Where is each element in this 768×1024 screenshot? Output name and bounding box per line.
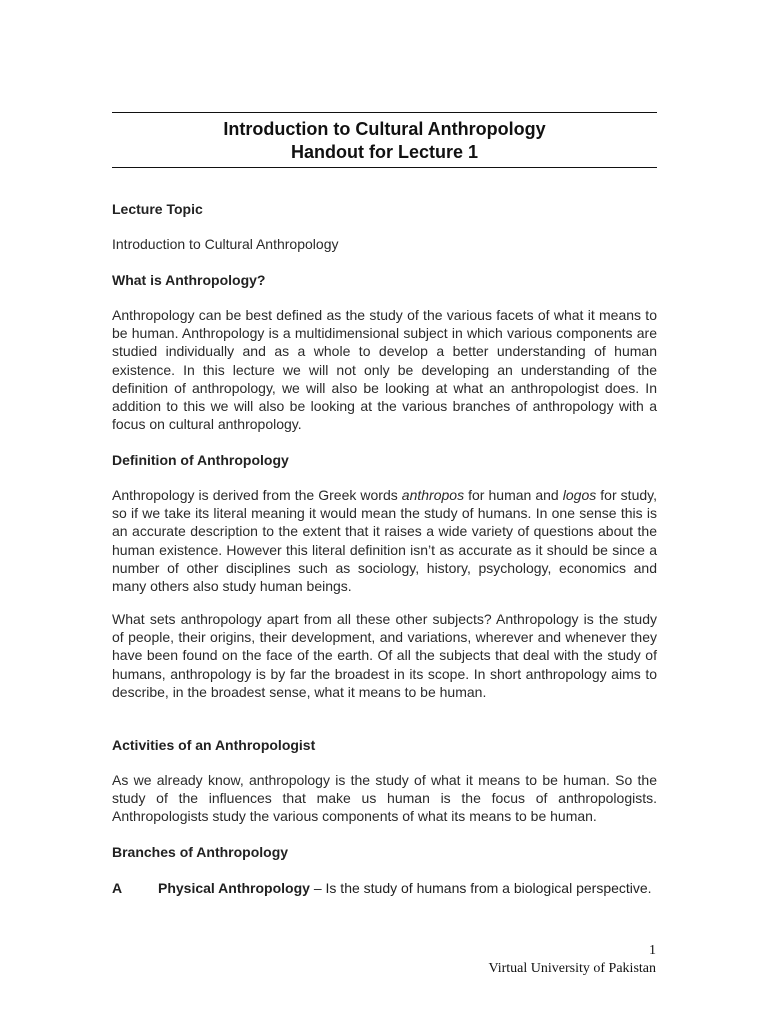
definition-paragraph xyxy=(112,486,657,595)
document-title: Introduction to Cultural Anthropology xyxy=(223,119,546,139)
lecture-topic-text: Introduction to Cultural Anthropology xyxy=(112,236,339,252)
list-body xyxy=(158,879,657,897)
document-page xyxy=(112,112,657,896)
branch-description: – Is the study of humans from a biological perspective. xyxy=(309,880,652,896)
apart-paragraph: What sets anthropology apart from all these other subjects? Anthropology is the study of people, their origins, their development, and variations, wherever and whenever they have been found on the face of the earth. Of all the subjects that deal with the study of humans, anthropology is by far the broadest in its scope. In short anthropology aims to describe, in the broadest sense, what it means to be human. xyxy=(112,611,657,700)
footer-institution: Virtual University of Pakistan xyxy=(488,961,656,976)
definition-term-logos: logos xyxy=(562,487,597,503)
page-number: 1 xyxy=(649,943,656,958)
title-block xyxy=(112,113,657,167)
definition-text-3: for study, so if we take its literal meaning it would mean the study of humans. In one sense this is an accurate description to the extent that it raises a wide variety of questions about the human existence. However this literal definition isn’t as accurate as it should be since a number of other disciplines such as sociology, history, psychology, economics and many others also study human beings. xyxy=(112,487,657,595)
what-is-anthropology-paragraph: Anthropology can be best defined as the study of the various facets of what it means to be human. Anthropology is a multidimensional subject in which various components are studied individually and as a whole to develop a better understanding of human existence. In this lecture we will not only be developing an understanding of the definition of anthropology, we will also be looking at what an anthropologist does. In addition to this we will also be looking at the various branches of anthropology with a focus on cultural anthropology. xyxy=(112,307,657,433)
bottom-rule xyxy=(112,167,657,168)
branches-heading: Branches of Anthropology xyxy=(112,844,289,860)
definition-text-1: Anthropology is derived from the Greek words xyxy=(112,487,402,503)
activities-heading: Activities of an Anthropologist xyxy=(112,737,316,753)
activities-paragraph: As we already know, anthropology is the study of what it means to be human. So the study of the influences that make us human is the focus of anthropologists. Anthropologists study the various components of what its means to be human. xyxy=(112,772,657,825)
definition-text-2: for human and xyxy=(464,487,563,503)
list-marker: A xyxy=(112,880,123,896)
what-is-anthropology-heading: What is Anthropology? xyxy=(112,272,266,288)
branch-term: Physical Anthropology xyxy=(158,880,310,896)
definition-heading: Definition of Anthropology xyxy=(112,452,289,468)
definition-term-anthropos: anthropos xyxy=(401,487,465,503)
document-subtitle: Handout for Lecture 1 xyxy=(290,142,478,162)
lecture-topic-heading: Lecture Topic xyxy=(112,201,203,217)
